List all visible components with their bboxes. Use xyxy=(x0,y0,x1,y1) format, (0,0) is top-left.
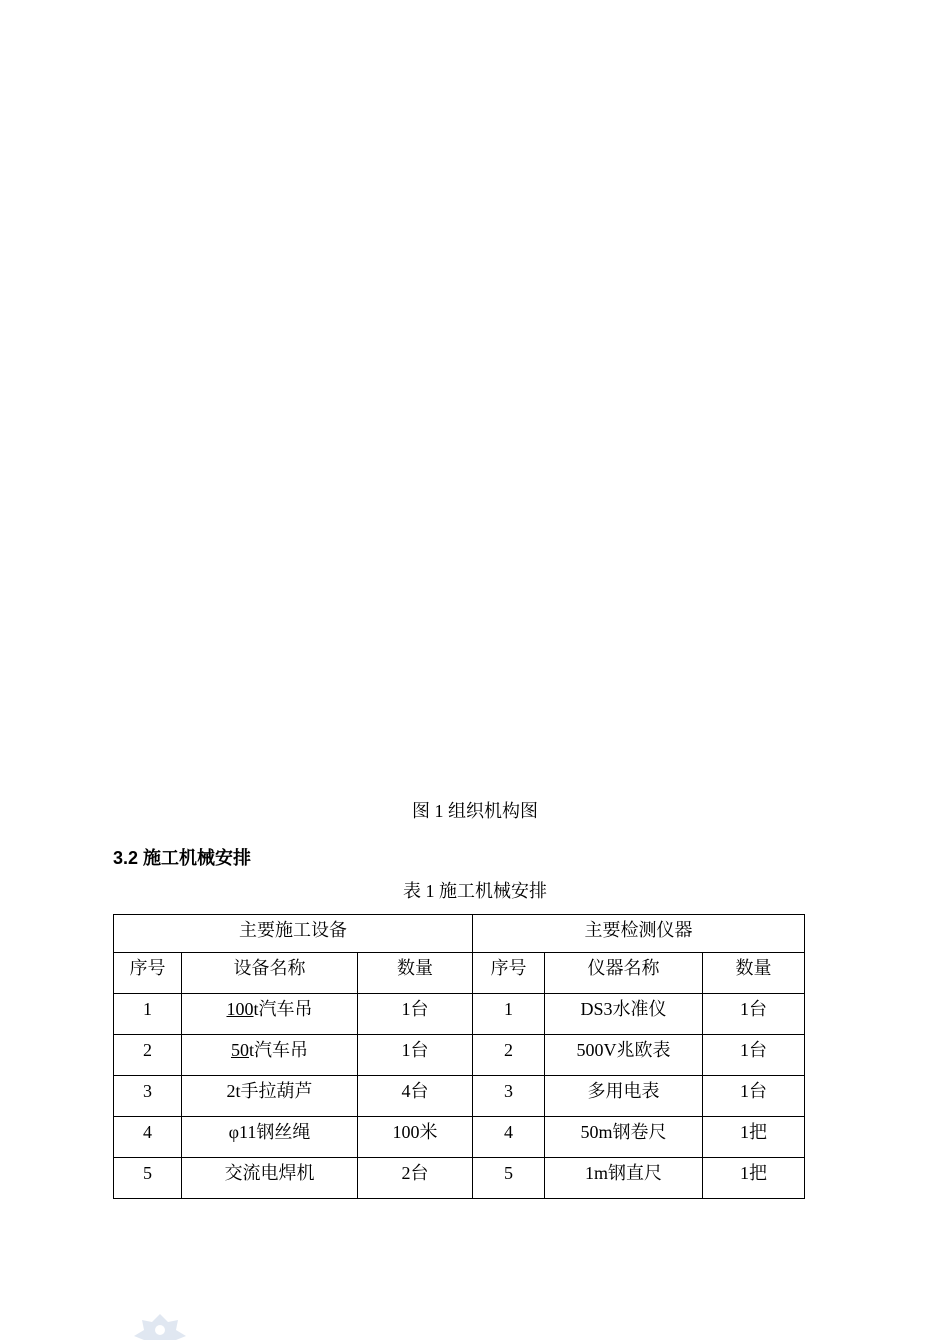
cell-instrument-qty: 1把 xyxy=(703,1117,805,1158)
table-row xyxy=(114,1158,805,1199)
column-header: 数量 xyxy=(703,953,805,994)
section-heading: 3.2 施工机械安排 xyxy=(113,848,252,868)
figure-caption: 图 1 组织机构图 xyxy=(412,801,538,821)
cell-equipment-name xyxy=(182,1158,358,1199)
column-header: 设备名称 xyxy=(182,953,358,994)
cell-instrument-qty: 1台 xyxy=(703,1035,805,1076)
equipment-name-text: t汽车吊 xyxy=(248,1040,308,1060)
equipment-table xyxy=(113,914,805,1199)
watermark-logo-icon xyxy=(120,1310,200,1344)
cell-instrument-name: 多用电表 xyxy=(545,1076,703,1117)
table-caption: 表 1 施工机械安排 xyxy=(403,881,547,901)
cell-instrument-qty: 1台 xyxy=(703,994,805,1035)
table-row xyxy=(114,1076,805,1117)
table-column-header-row xyxy=(114,953,805,994)
table-row xyxy=(114,994,805,1035)
equipment-name-text: 2t手拉葫芦 xyxy=(226,1081,313,1101)
column-header: 序号 xyxy=(114,953,182,994)
table-group-header-row xyxy=(114,915,805,953)
cell-instrument-qty: 1台 xyxy=(703,1076,805,1117)
cell-equipment-qty: 1台 xyxy=(358,994,473,1035)
equipment-name-underlined: 100 xyxy=(226,999,254,1019)
cell-equipment-qty: 100米 xyxy=(358,1117,473,1158)
cell-equipment-name xyxy=(182,1117,358,1158)
cell-equipment-name xyxy=(182,1035,358,1076)
cell-equipment-no: 3 xyxy=(114,1076,182,1117)
cell-instrument-no: 3 xyxy=(473,1076,545,1117)
cell-equipment-name xyxy=(182,1076,358,1117)
cell-instrument-no: 1 xyxy=(473,994,545,1035)
cell-instrument-name: 50m钢卷尺 xyxy=(545,1117,703,1158)
cell-equipment-qty: 4台 xyxy=(358,1076,473,1117)
cell-instrument-name: DS3水准仪 xyxy=(545,994,703,1035)
cell-instrument-name: 1m钢直尺 xyxy=(545,1158,703,1199)
table-row xyxy=(114,1035,805,1076)
cell-instrument-no: 2 xyxy=(473,1035,545,1076)
column-header: 仪器名称 xyxy=(545,953,703,994)
cell-instrument-no: 4 xyxy=(473,1117,545,1158)
cell-instrument-qty: 1把 xyxy=(703,1158,805,1199)
group-header-instruments: 主要检测仪器 xyxy=(473,915,805,953)
cell-equipment-name xyxy=(182,994,358,1035)
column-header: 数量 xyxy=(358,953,473,994)
equipment-name-text: t汽车吊 xyxy=(253,999,313,1019)
cell-equipment-qty: 1台 xyxy=(358,1035,473,1076)
cell-instrument-name: 500V兆欧表 xyxy=(545,1035,703,1076)
cell-instrument-no: 5 xyxy=(473,1158,545,1199)
equipment-name-underlined: 50 xyxy=(230,1040,249,1060)
equipment-name-text: 交流电焊机 xyxy=(224,1163,315,1183)
cell-equipment-qty: 2台 xyxy=(358,1158,473,1199)
group-header-equipment: 主要施工设备 xyxy=(114,915,473,953)
column-header: 序号 xyxy=(473,953,545,994)
cell-equipment-no: 1 xyxy=(114,994,182,1035)
cell-equipment-no: 5 xyxy=(114,1158,182,1199)
equipment-name-text: φ11钢丝绳 xyxy=(228,1122,311,1142)
cell-equipment-no: 2 xyxy=(114,1035,182,1076)
table-row xyxy=(114,1117,805,1158)
cell-equipment-no: 4 xyxy=(114,1117,182,1158)
